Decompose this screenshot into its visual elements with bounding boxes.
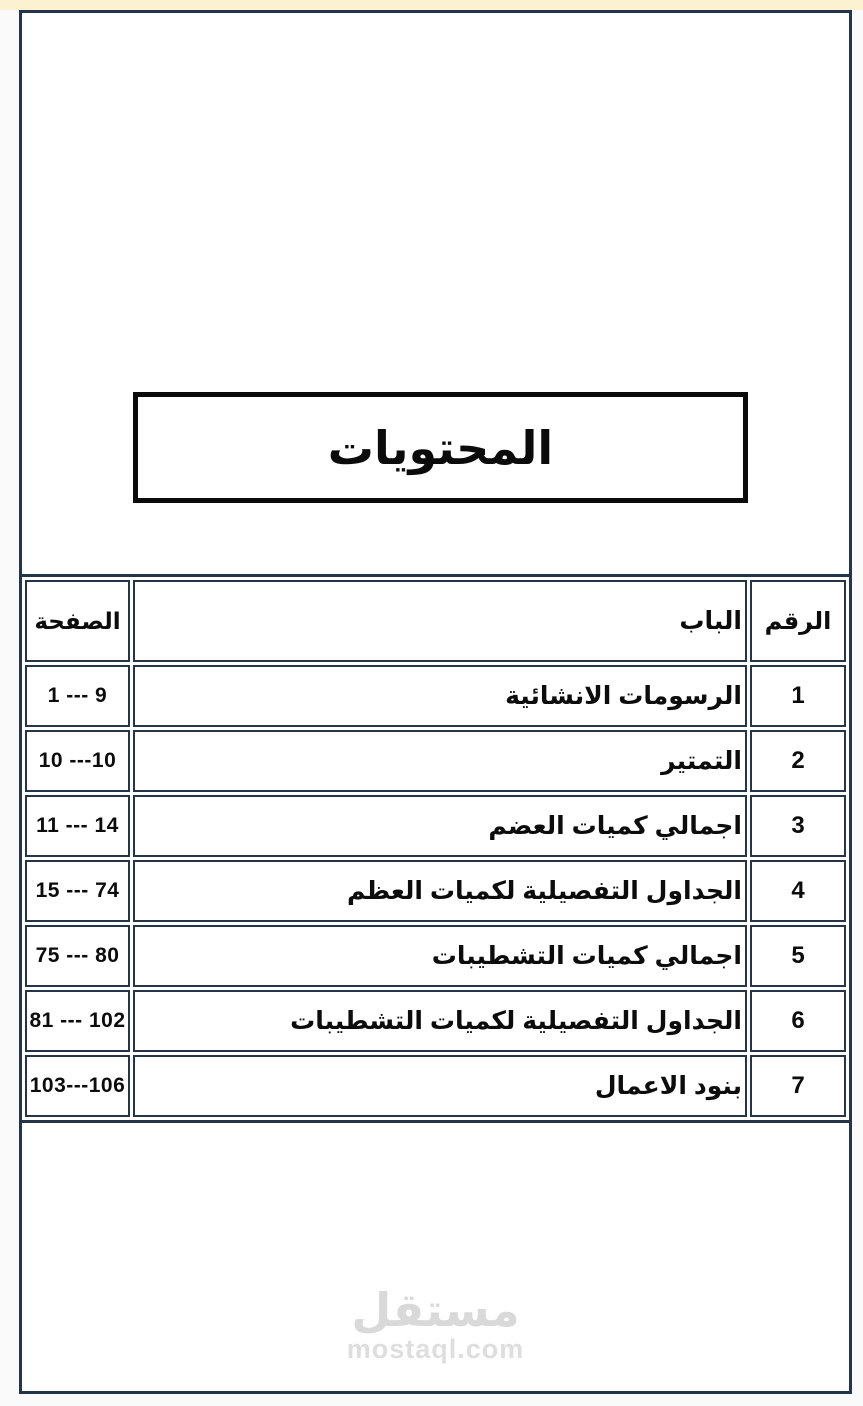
toc-row (25, 730, 846, 792)
row-pages: 75 --- 80 (25, 925, 130, 987)
toc-row (25, 665, 846, 727)
row-number: 3 (750, 795, 846, 857)
row-pages: 81 --- 102 (25, 990, 130, 1052)
page-title: المحتويات (327, 421, 554, 474)
row-chapter: الرسومات الانشائية (133, 665, 747, 727)
toc-row (25, 925, 846, 987)
row-pages: 103---106 (25, 1055, 130, 1117)
row-pages: 15 --- 74 (25, 860, 130, 922)
document-page (19, 10, 852, 1394)
watermark (346, 1283, 525, 1365)
row-number: 2 (750, 730, 846, 792)
row-number: 6 (750, 990, 846, 1052)
toc-row (25, 795, 846, 857)
mostaql-logo: مستقل (351, 1283, 520, 1336)
top-highlight-strip (0, 0, 863, 10)
row-number: 7 (750, 1055, 846, 1117)
header-pages: الصفحة (25, 580, 130, 662)
title-box (133, 392, 748, 503)
row-chapter: الجداول التفصيلية لكميات التشطيبات (133, 990, 747, 1052)
toc-row (25, 860, 846, 922)
header-chapter: الباب (133, 580, 747, 662)
row-chapter: الجداول التفصيلية لكميات العظم (133, 860, 747, 922)
toc-row (25, 990, 846, 1052)
watermark-domain-text: mostaql.com (346, 1334, 525, 1364)
toc-header-row (25, 580, 846, 662)
row-number: 5 (750, 925, 846, 987)
row-number: 1 (750, 665, 846, 727)
footer-section (22, 1120, 849, 1391)
toc-table (22, 577, 849, 1120)
row-chapter: التمتير (133, 730, 747, 792)
row-chapter: بنود الاعمال (133, 1055, 747, 1117)
row-chapter: اجمالي كميات العضم (133, 795, 747, 857)
toc-row (25, 1055, 846, 1117)
title-section (22, 13, 849, 577)
row-pages: 11 --- 14 (25, 795, 130, 857)
header-number: الرقم (750, 580, 846, 662)
row-chapter: اجمالي كميات التشطيبات (133, 925, 747, 987)
row-pages: 10 ---10 (25, 730, 130, 792)
row-number: 4 (750, 860, 846, 922)
row-pages: 1 --- 9 (25, 665, 130, 727)
